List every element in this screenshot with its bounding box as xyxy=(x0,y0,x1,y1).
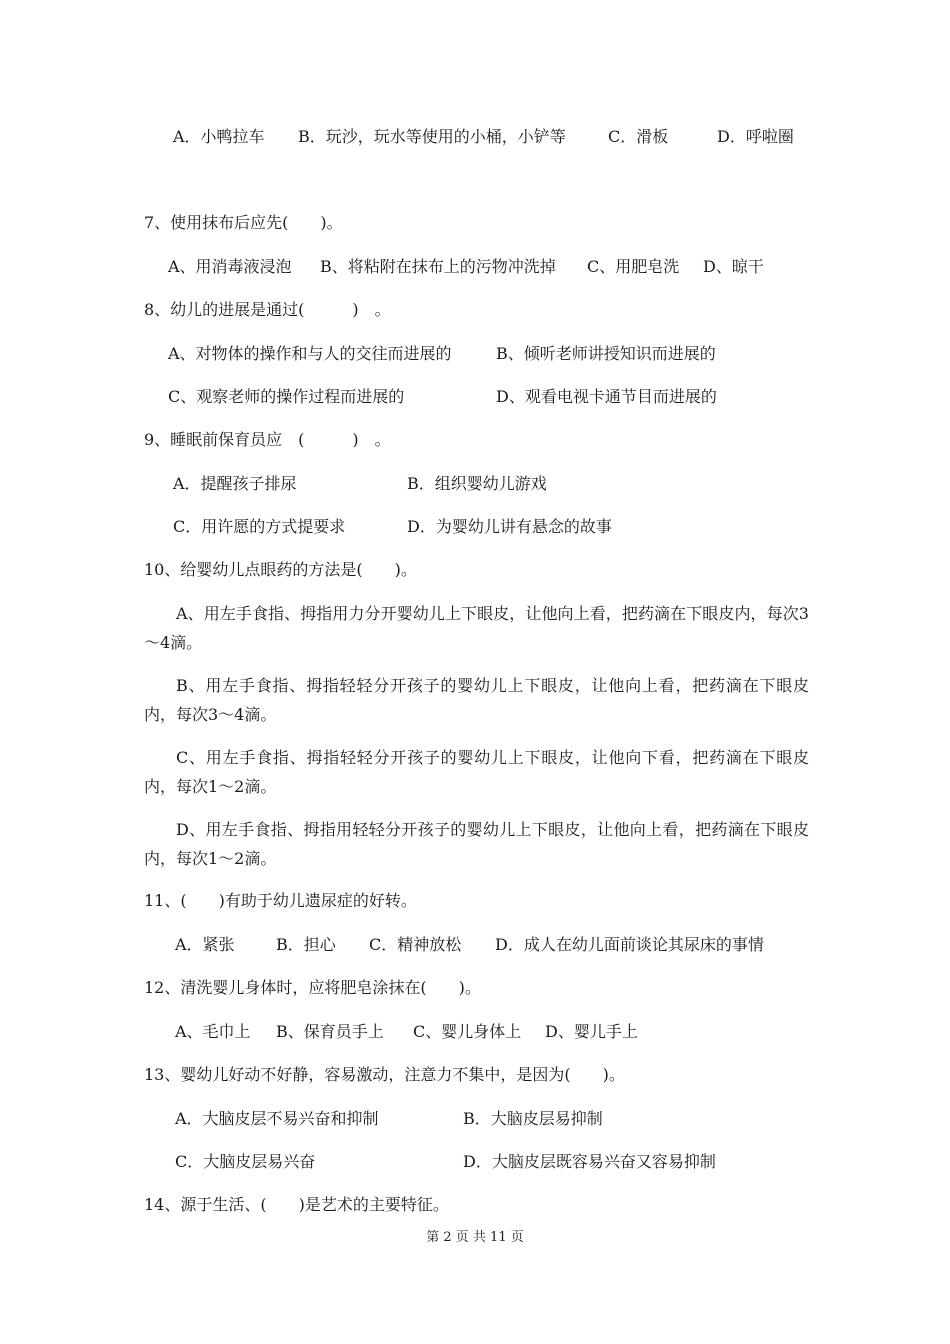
q9-option-b: B．组织婴幼儿游戏 xyxy=(407,474,547,493)
q11-option-c: C．精神放松 xyxy=(369,935,462,954)
q10-option-a: A、用左手食指、拇指用力分开婴幼儿上下眼皮，让他向上看，把药滴在下眼皮内，每次3～4滴。 xyxy=(144,604,809,652)
q11-option-d: D．成人在幼儿面前谈论其尿床的事情 xyxy=(495,935,764,954)
q12-option-b: B、保育员手上 xyxy=(276,1022,384,1041)
page-number-footer: 第 2 页 共 11 页 xyxy=(426,1230,524,1245)
q7-option-a: A、用消毒液浸泡 xyxy=(168,257,292,276)
q10-option-d: D、用左手食指、拇指用轻轻分开孩子的婴幼儿上下眼皮，让他向上看，把药滴在下眼皮内，每次1～2滴。 xyxy=(144,820,809,868)
q13-option-d: D．大脑皮层既容易兴奋又容易抑制 xyxy=(463,1152,716,1171)
q11-stem: 11、( )有助于幼儿遗尿症的好转。 xyxy=(144,891,417,910)
q13-option-a: A．大脑皮层不易兴奋和抑制 xyxy=(175,1109,379,1128)
q7-option-b: B、将粘附在抹布上的污物冲洗掉 xyxy=(320,257,556,276)
q12-option-c: C、婴儿身体上 xyxy=(413,1022,522,1041)
q11-option-a: A．紧张 xyxy=(175,935,235,954)
q6-option-d: D．呼啦圈 xyxy=(717,127,794,146)
q6-option-b: B．玩沙，玩水等使用的小桶，小铲等 xyxy=(298,127,566,146)
q11-option-b: B．担心 xyxy=(276,935,336,954)
q8-option-c: C、观察老师的操作过程而进展的 xyxy=(168,387,405,406)
q10-option-b: B、用左手食指、拇指轻轻分开孩子的婴幼儿上下眼皮，让他向上看，把药滴在下眼皮内，每次3～4滴。 xyxy=(144,676,809,724)
q13-option-c: C．大脑皮层易兴奋 xyxy=(175,1152,316,1171)
q14-stem: 14、源于生活、( )是艺术的主要特征。 xyxy=(144,1195,449,1214)
q6-option-a: A．小鸭拉车 xyxy=(173,127,265,146)
q6-option-c: C．滑板 xyxy=(608,127,669,146)
q8-stem: 8、幼儿的进展是通过( ) 。 xyxy=(144,300,391,319)
q8-option-a: A、对物体的操作和与人的交往而进展的 xyxy=(168,344,452,363)
q9-option-d: D．为婴幼儿讲有悬念的故事 xyxy=(407,517,612,536)
q9-stem: 9、睡眠前保育员应 ( ) 。 xyxy=(144,430,391,449)
q12-stem: 12、清洗婴儿身体时，应将肥皂涂抹在( )。 xyxy=(144,978,481,997)
q9-option-a: A．提醒孩子排尿 xyxy=(173,474,297,493)
q10-option-c: C、用左手食指、拇指轻轻分开孩子的婴幼儿上下眼皮，让他向下看，把药滴在下眼皮内，每次1～2滴。 xyxy=(144,748,809,796)
q12-option-d: D、婴儿手上 xyxy=(545,1022,638,1041)
q8-option-d: D、观看电视卡通节目而进展的 xyxy=(496,387,717,406)
q10-stem: 10、给婴幼儿点眼药的方法是( )。 xyxy=(144,560,417,579)
q13-option-b: B．大脑皮层易抑制 xyxy=(463,1109,603,1128)
q9-option-c: C．用许愿的方式提要求 xyxy=(173,517,346,536)
q12-option-a: A、毛巾上 xyxy=(175,1022,251,1041)
q8-option-b: B、倾听老师讲授知识而进展的 xyxy=(496,344,716,363)
q13-stem: 13、婴幼儿好动不好静，容易激动，注意力不集中，是因为( )。 xyxy=(144,1065,625,1084)
q7-stem: 7、使用抹布后应先( )。 xyxy=(144,213,343,232)
q7-option-d: D、晾干 xyxy=(703,257,764,276)
q7-option-c: C、用肥皂洗 xyxy=(587,257,680,276)
